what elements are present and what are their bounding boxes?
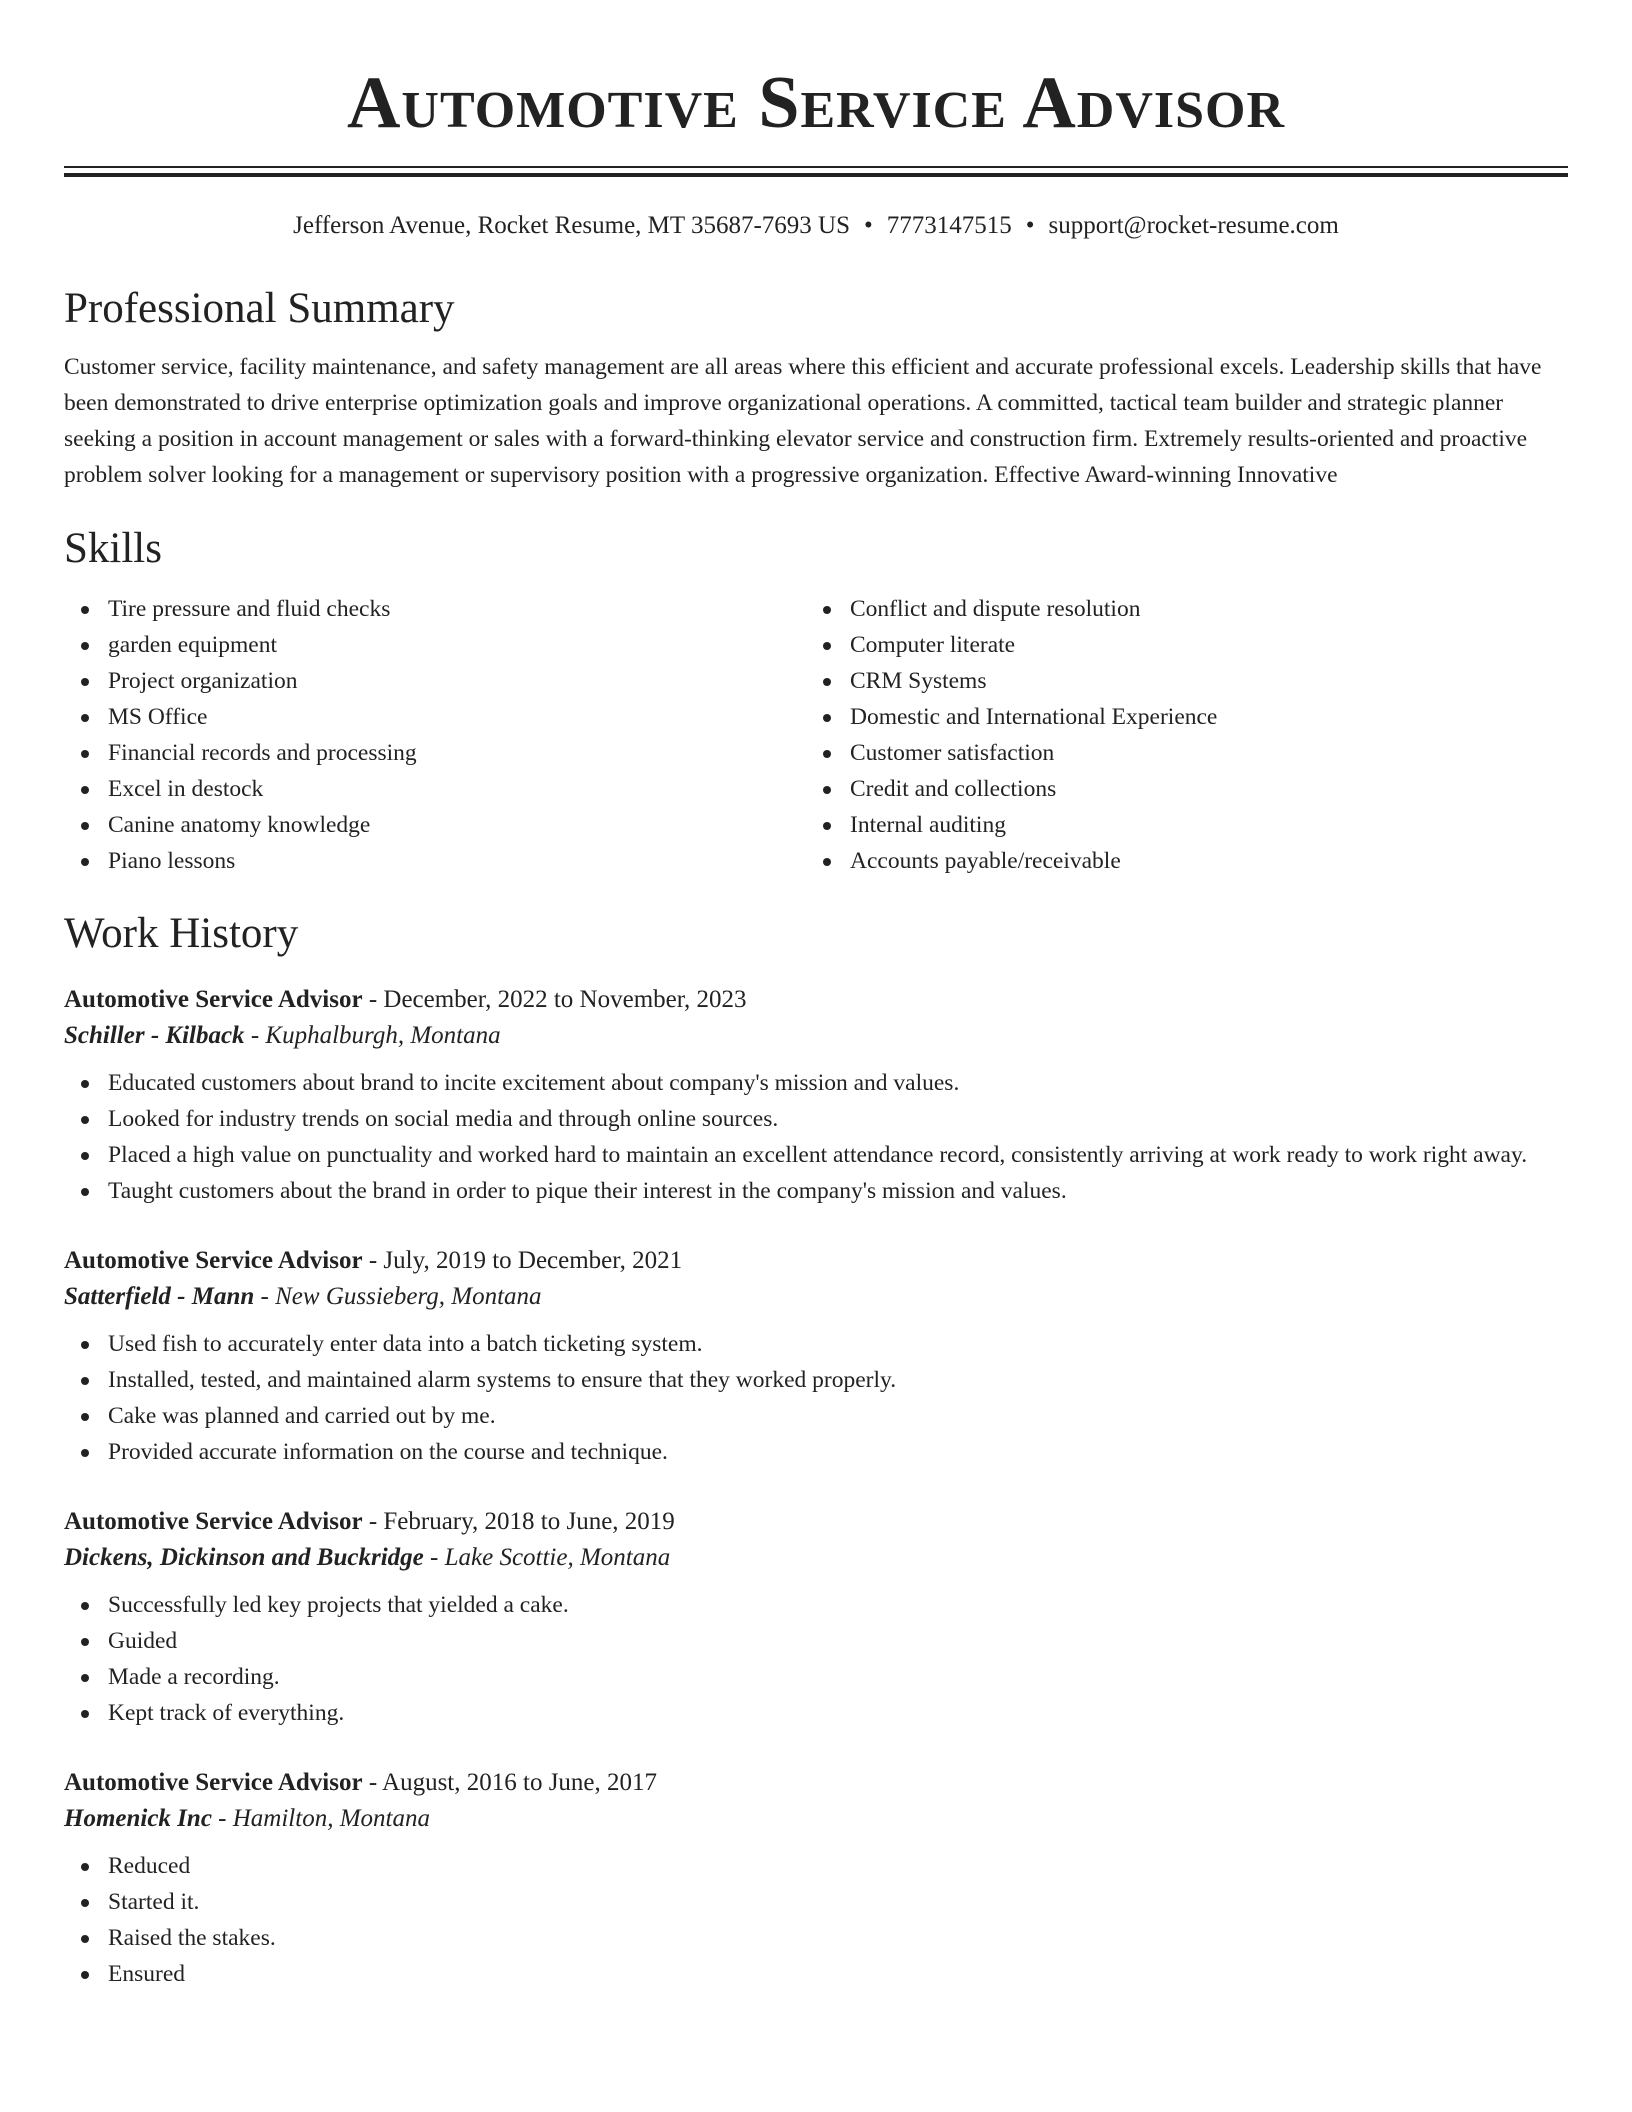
job-bullets (64, 1848, 1568, 1992)
job-location: New Gussieberg, Montana (275, 1283, 542, 1310)
job-entry (64, 983, 1568, 1209)
job-bullet: Successfully led key projects that yielded a cake. (64, 1587, 1568, 1623)
job-location: Lake Scottie, Montana (444, 1544, 671, 1571)
job-bullet: Looked for industry trends on social media and through online sources. (64, 1101, 1568, 1137)
job-bullet: Reduced (64, 1848, 1568, 1884)
job-company: Satterfield - Mann (64, 1283, 255, 1310)
contact-address: Jefferson Avenue, Rocket Resume, MT 35687-7693 US (293, 212, 851, 239)
job-entry (64, 1505, 1568, 1731)
skills-left-column (64, 591, 806, 879)
skill-item: Project organization (64, 663, 806, 699)
job-title-line: Automotive Service Advisor - December, 2022 to November, 2023 (64, 986, 747, 1013)
job-dates: December, 2022 to November, 2023 (383, 986, 747, 1013)
job-company-line: Satterfield - Mann - New Gussieberg, Montana (64, 1283, 542, 1310)
job-company-line: Schiller - Kilback - Kuphalburgh, Montana (64, 1022, 501, 1049)
resume-page (64, 0, 1568, 1992)
job-company: Dickens, Dickinson and Buckridge (64, 1544, 424, 1571)
skill-item: Computer literate (806, 627, 1548, 663)
skills-heading: Skills (64, 525, 162, 572)
skill-item: Internal auditing (806, 807, 1548, 843)
job-company: Homenick Inc (64, 1805, 212, 1832)
skill-item: Tire pressure and fluid checks (64, 591, 806, 627)
job-title-line: Automotive Service Advisor - July, 2019 to December, 2021 (64, 1247, 683, 1274)
job-bullet: Placed a high value on punctuality and worked hard to maintain an excellent attendance record, consistently arriving at work ready to work right away. (64, 1137, 1568, 1173)
skill-item: garden equipment (64, 627, 806, 663)
skill-item: Financial records and processing (64, 735, 806, 771)
job-bullet: Cake was planned and carried out by me. (64, 1398, 1568, 1434)
contact-line (64, 210, 1568, 242)
skill-item: MS Office (64, 699, 806, 735)
job-bullet: Made a recording. (64, 1659, 1568, 1695)
contact-separator: • (1025, 212, 1035, 239)
job-bullets (64, 1326, 1568, 1470)
job-dates: July, 2019 to December, 2021 (383, 1247, 683, 1274)
job-role: Automotive Service Advisor (64, 1247, 363, 1274)
skill-item: Piano lessons (64, 843, 806, 879)
job-company: Schiller - Kilback (64, 1022, 245, 1049)
job-company-line: Homenick Inc - Hamilton, Montana (64, 1805, 430, 1832)
job-bullet: Installed, tested, and maintained alarm systems to ensure that they worked properly. (64, 1362, 1568, 1398)
skill-item: Canine anatomy knowledge (64, 807, 806, 843)
skill-item: Customer satisfaction (806, 735, 1548, 771)
title-double-rule (64, 166, 1568, 177)
job-bullet: Guided (64, 1623, 1568, 1659)
job-bullet: Ensured (64, 1956, 1568, 1992)
summary-heading: Professional Summary (64, 285, 455, 332)
skill-item: Accounts payable/receivable (806, 843, 1548, 879)
job-bullet: Kept track of everything. (64, 1695, 1568, 1731)
job-title-line: Automotive Service Advisor - February, 2018 to June, 2019 (64, 1508, 675, 1535)
contact-separator: • (864, 212, 873, 239)
skills-grid (64, 591, 1568, 879)
job-dates: August, 2016 to June, 2017 (382, 1769, 658, 1796)
skill-item: CRM Systems (806, 663, 1548, 699)
skill-item: Credit and collections (806, 771, 1548, 807)
job-location: Kuphalburgh, Montana (265, 1022, 501, 1049)
job-role: Automotive Service Advisor (64, 1769, 363, 1796)
contact-email: support@rocket-resume.com (1048, 212, 1339, 239)
summary-text: Customer service, facility maintenance, and safety management are all areas where this efficient and accurate professional excels. Leadership skills that have been demonstrated to drive enterprise optimization goals and improve organizational operations. A committed, tactical team builder and strategic planner seeking a position in account management or sales with a forward-thinking elevator service and construction firm. Extremely results-oriented and proactive problem solver looking for a management or supervisory position with a progressive organization. Effective Award-winning Innovative (64, 354, 1542, 488)
job-entry (64, 1766, 1568, 1992)
job-bullets (64, 1065, 1568, 1209)
skill-item: Domestic and International Experience (806, 699, 1548, 735)
job-bullet: Provided accurate information on the course and technique. (64, 1434, 1568, 1470)
job-dates: February, 2018 to June, 2019 (383, 1508, 675, 1535)
job-location: Hamilton, Montana (232, 1805, 430, 1832)
skills-right-column (806, 591, 1548, 879)
job-company-line: Dickens, Dickinson and Buckridge - Lake Scottie, Montana (64, 1544, 671, 1571)
job-bullet: Educated customers about brand to incite excitement about company's mission and values. (64, 1065, 1568, 1101)
job-entry (64, 1244, 1568, 1470)
job-bullet: Started it. (64, 1884, 1568, 1920)
job-bullet: Taught customers about the brand in order to pique their interest in the company's mission and values. (64, 1173, 1568, 1209)
job-bullet: Raised the stakes. (64, 1920, 1568, 1956)
work-history-heading: Work History (64, 910, 299, 957)
job-role: Automotive Service Advisor (64, 986, 363, 1013)
job-bullets (64, 1587, 1568, 1731)
contact-phone: 7773147515 (886, 212, 1012, 239)
skill-item: Conflict and dispute resolution (806, 591, 1548, 627)
job-title-line: Automotive Service Advisor - August, 2016 to June, 2017 (64, 1769, 658, 1796)
job-role: Automotive Service Advisor (64, 1508, 363, 1535)
resume-title: Automotive Service Advisor (346, 62, 1286, 144)
job-bullet: Used fish to accurately enter data into a batch ticketing system. (64, 1326, 1568, 1362)
skill-item: Excel in destock (64, 771, 806, 807)
